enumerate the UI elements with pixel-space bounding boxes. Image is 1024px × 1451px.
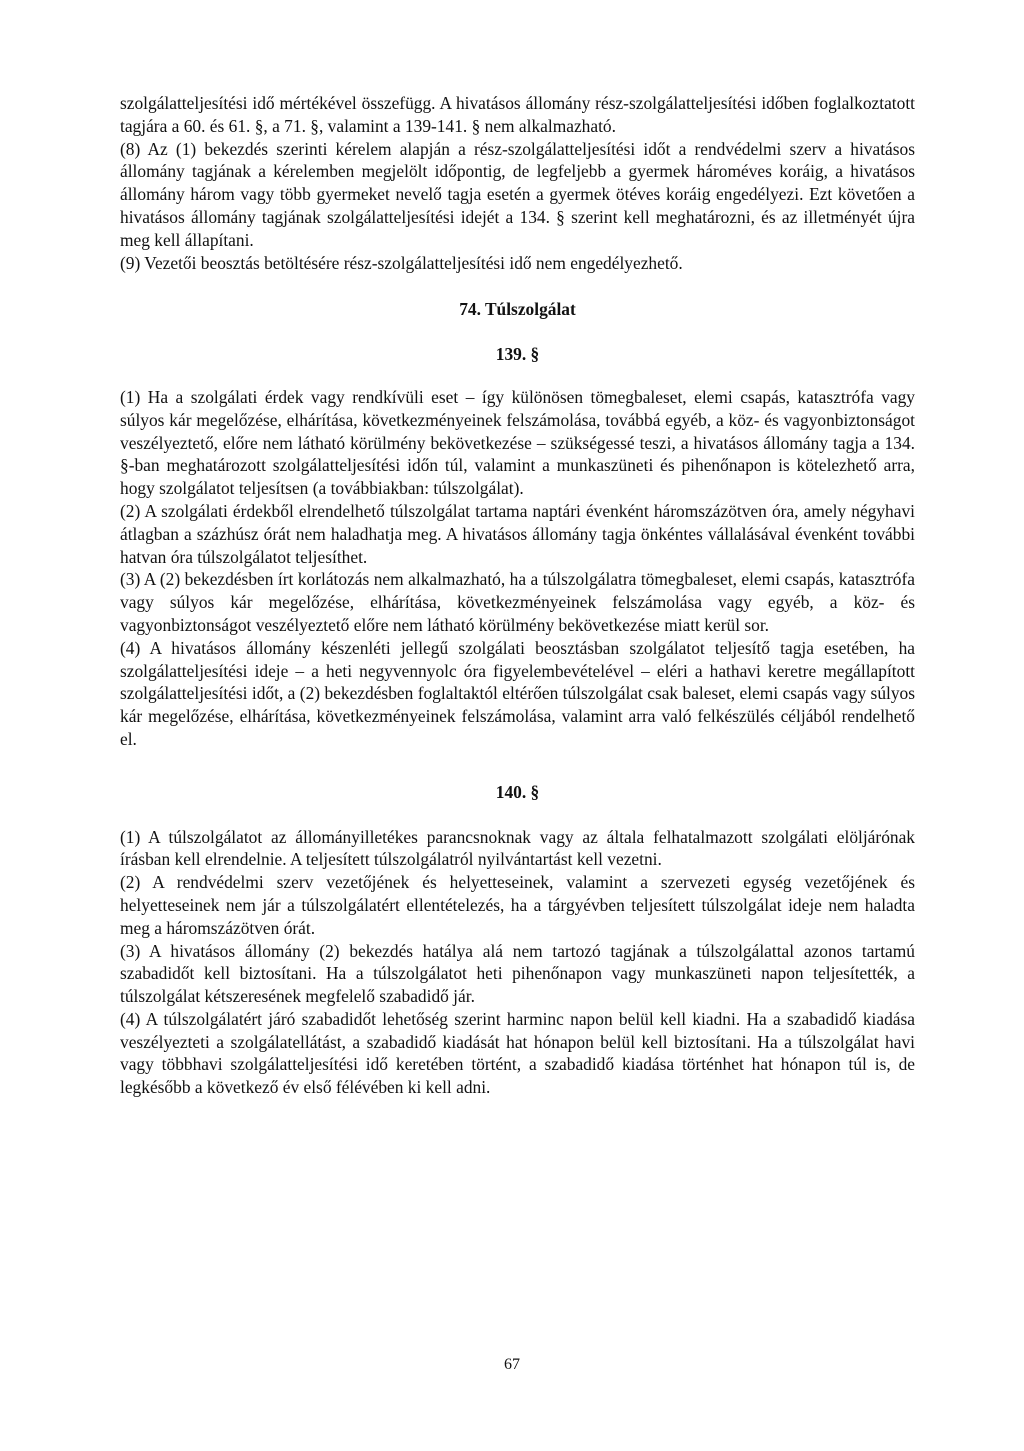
paragraph-continued: szolgálatteljesítési idő mértékével összefügg. A hivatásos állomány rész-szolgálatteljesítési időben foglalkoztatott tagjára a 60. és 61. §, a 71. §, valamint a 139-141. § nem alkalmazható.: [120, 93, 915, 136]
paragraph-8: (8) Az (1) bekezdés szerinti kérelem alapján a rész-szolgálatteljesítési időt a rendvédelmi szerv a hivatásos állomány tagjának a kérelemben megjelölt időpontig, de legfeljebb a gyermek hároméves koráig, a hivatásos állomány három vagy több gyermeket nevelő tagja esetén a gyermek ötéves koráig engedélyezi. Ezt követően a hivatásos állomány tagjának szolgálatteljesítési idejét a 134. § szerint kell meghatározni, és az illetményét újra meg kell állapítani.: [120, 138, 915, 250]
section-139-paragraph-3: (3) A (2) bekezdésben írt korlátozás nem alkalmazható, ha a túlszolgálatra tömegbaleset, elemi csapás, katasztrófa vagy súlyos kár megelőzése, elhárítása, következményeinek felszámolása vagy egyéb, a köz- és vagyonbiztonságot veszélyeztető előre nem látható körülmény bekövetkezése miatt kerül sor.: [120, 569, 915, 635]
section-140-paragraph-2: (2) A rendvédelmi szerv vezetőjének és helyetteseinek, valamint a szervezeti egység vezetőjének és helyetteseinek nem jár a túlszolgálatért ellentételezés, ha a tárgyévben teljesített túlszolgálat ideje nem haladta meg a háromszázötven órát.: [120, 872, 915, 938]
section-140-paragraph-4: (4) A túlszolgálatért járó szabadidőt lehetőség szerint harminc napon belül kell kiadni. Ha a szabadidő kiadása veszélyezteti a szolgálatellátást, a szabadidő kiadását hat hónapon belül kell biztosítani. Ha a túlszolgálat havi vagy többhavi szolgálatteljesítési idő keretében történt, a szabadidő kiadása történhet hat hónapon túl is, de legkésőbb a következő év első félévében ki kell adni.: [120, 1008, 915, 1098]
section-139-paragraph-1: (1) Ha a szolgálati érdek vagy rendkívüli eset – így különösen tömegbaleset, elemi csapás, katasztrófa vagy súlyos kár megelőzése, elhárítása, következményeinek felszámolása, továbbá egyéb, a köz- és vagyonbiztonságot veszélyeztető, előre nem látható körülmény bekövetkezése – szükségessé teszi, a hivatásos állomány tagja a 134. §-ban meghatározott szolgálatteljesítési időn túl, valamint a munkaszüneti és pihenőnapon is kötelezhető arra, hogy szolgálatot teljesítsen (a továbbiakban: túlszolgálat).: [120, 386, 915, 499]
section-140-paragraph-1: (1) A túlszolgálatot az állományilletékes parancsnoknak vagy az általa felhatalmazott szolgálati elöljárónak írásban kell elrendelnie. A teljesített túlszolgálatról nyilvántartást kell vezetni.: [120, 826, 915, 870]
section-139-title: 139. §: [495, 344, 540, 365]
section-139-paragraph-2: (2) A szolgálati érdekből elrendelhető túlszolgálat tartama naptári évenként háromszázötven óra, amely négyhavi átlagban a százhúsz órát nem haladhatja meg. A hivatásos állomány tagja önkéntes vállalásával évenként további hatvan óra túlszolgálatot teljesíthet.: [120, 500, 915, 567]
document-page: [120, 92, 915, 1099]
section-140-paragraph-3: (3) A hivatásos állomány (2) bekezdés hatálya alá nem tartozó tagjának a túlszolgálattal azonos tartamú szabadidőt kell biztosítani. Ha a túlszolgálatot heti pihenőnapon vagy munkaszüneti napon teljesítették, a túlszolgálat kétszeresének megfelelő szabadidő jár.: [120, 940, 915, 1007]
page-number: 67: [504, 1356, 520, 1373]
section-140-title: 140. §: [495, 781, 540, 802]
chapter-title: 74. Túlszolgálat: [459, 299, 576, 320]
section-139-paragraph-4: (4) A hivatásos állomány készenléti jellegű szolgálati beosztásban szolgálatot teljesítő tagja esetében, ha szolgálatteljesítési ideje – a heti negyvennyolc óra figyelembevételével – eléri a hathavi keretre megállapított szolgálatteljesítési időt, a (2) bekezdésben foglaltaktól eltérően túlszolgálat csak baleset, elemi csapás vagy súlyos kár megelőzése, elhárítása, következményeinek felszámolása, valamint arra való felkészülés céljából rendelhető el.: [120, 637, 915, 749]
paragraph-9: (9) Vezetői beosztás betöltésére rész-szolgálatteljesítési idő nem engedélyezhető.: [120, 252, 683, 273]
